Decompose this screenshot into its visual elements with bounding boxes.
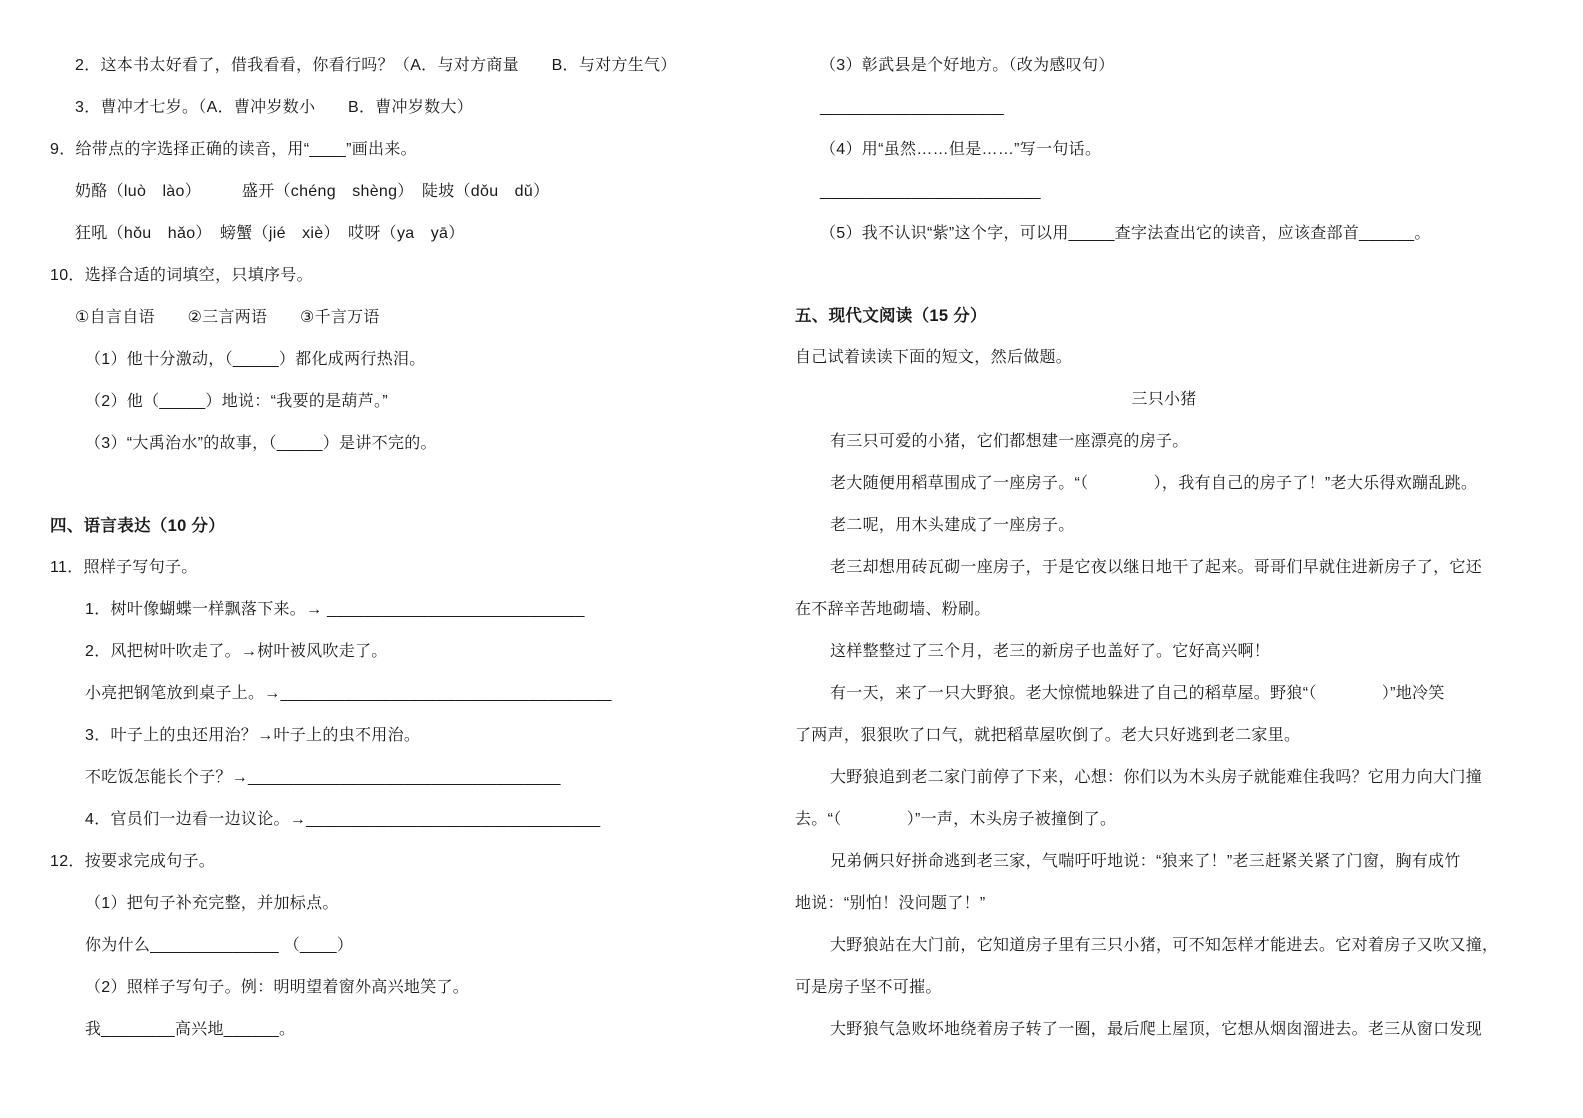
text-line: ________________________: [820, 183, 1041, 200]
section-heading: 四、语言表达（10 分）: [50, 517, 226, 535]
text-line: 1．树叶像蝴蝶一样飘落下来。→ ____________________________: [85, 601, 585, 618]
text-line: 自己试着读读下面的短文，然后做题。: [795, 349, 1073, 366]
text-line: （5）我不认识“紫”这个字，可以用_____查字法查出它的读音，应该查部首______。: [820, 225, 1431, 242]
text-line: （4）用“虽然……但是……”写一句话。: [820, 141, 1102, 158]
text-line: 奶酪（luò lào） 盛开（chéng shèng） 陡坡（dǒu dǔ）: [75, 183, 550, 200]
text-line: 小亮把钢笔放到桌子上。→____________________________________: [85, 685, 612, 702]
text-line: 去。“（ ）”一声，木头房子被撞倒了。: [795, 811, 1117, 828]
text-line: 兄弟俩只好拼命逃到老三家，气喘吁吁地说：“狼来了！”老三赶紧关紧了门窗，胸有成竹: [830, 853, 1461, 870]
text-line: 11．照样子写句子。: [50, 559, 198, 576]
text-line: （3）“大禹治水”的故事，（_____）是讲不完的。: [85, 435, 437, 452]
text-line: 3．曹冲才七岁。（A．曹冲岁数小 B．曹冲岁数大）: [75, 99, 474, 116]
text-line: 12．按要求完成句子。: [50, 853, 216, 870]
text-line: （1）他十分激动，（_____）都化成两行热泪。: [85, 351, 426, 368]
text-line: 有三只可爱的小猪，它们都想建一座漂亮的房子。: [830, 433, 1189, 450]
text-line: 大野狼站在大门前，它知道房子里有三只小猪，可不知怎样才能进去。它对着房子又吹又撞，: [830, 937, 1499, 954]
text-line: （1）把句子补充完整，并加标点。: [85, 895, 339, 912]
text-line: 你为什么______________ （____）: [85, 937, 354, 954]
text-line: 2．风把树叶吹走了。→树叶被风吹走了。: [85, 643, 388, 660]
text-line: 大野狼追到老二家门前停了下来，心想：你们以为木头房子就能难住我吗？它用力向大门撞: [830, 769, 1483, 786]
text-line: （2）他（_____）地说：“我要的是葫芦。”: [85, 393, 388, 410]
right-column: [795, 45, 1533, 1118]
text-line: 老大随便用稻草围成了一座房子。“（ ），我有自己的房子了！”老大乐得欢蹦乱跳。: [830, 475, 1478, 492]
text-line: 在不辞辛苦地砌墙、粉刷。: [795, 601, 991, 618]
text-line: 老二呢，用木头建成了一座房子。: [830, 517, 1075, 534]
text-line: （2）照样子写句子。例：明明望着窗外高兴地笑了。: [85, 979, 470, 996]
text-line: 2．这本书太好看了，借我看看，你看行吗？（A．与对方商量 B．与对方生气）: [75, 57, 677, 74]
text-line: 我________高兴地______。: [85, 1021, 296, 1038]
text-line: 3．叶子上的虫还用治？→叶子上的虫不用治。: [85, 727, 421, 744]
text-line: 老三却想用砖瓦砌一座房子，于是它夜以继日地干了起来。哥哥们早就住进新房子了，它还: [830, 559, 1483, 576]
text-line: 有一天，来了一只大野狼。老大惊慌地躲进了自己的稻草屋。野狼“（ ）”地冷笑: [830, 685, 1445, 702]
text-line: ____________________: [820, 99, 1004, 116]
left-column: [50, 45, 760, 1118]
text-line: 9．给带点的字选择正确的读音，用“____”画出来。: [50, 141, 417, 158]
text-line: （3）彰武县是个好地方。（改为感叹句）: [820, 57, 1115, 74]
text-line: 了两声，狠狠吹了口气，就把稻草屋吹倒了。老大只好逃到老二家里。: [795, 727, 1301, 744]
text-line: 这样整整过了三个月，老三的新房子也盖好了。它好高兴啊！: [830, 643, 1271, 660]
text-line: 大野狼气急败坏地绕着房子转了一圈，最后爬上屋顶，它想从烟囱溜进去。老三从窗口发现: [830, 1021, 1483, 1038]
text-line: 狂吼（hǒu hǎo） 螃蟹（jié xiè） 哎呀（ya yā）: [75, 225, 465, 242]
section-heading: 五、现代文阅读（15 分）: [795, 307, 987, 325]
passage-title: 三只小猪: [1131, 391, 1197, 408]
text-line: 不吃饭怎能长个子？→__________________________________: [85, 769, 561, 786]
text-line: 10．选择合适的词填空，只填序号。: [50, 267, 313, 284]
text-line: ①自言自语 ②三言两语 ③千言万语: [75, 309, 380, 326]
text-line: 可是房子坚不可摧。: [795, 979, 942, 996]
text-line: 地说：“别怕！没问题了！”: [795, 895, 986, 912]
text-line: 4．官员们一边看一边议论。→________________________________: [85, 811, 601, 828]
